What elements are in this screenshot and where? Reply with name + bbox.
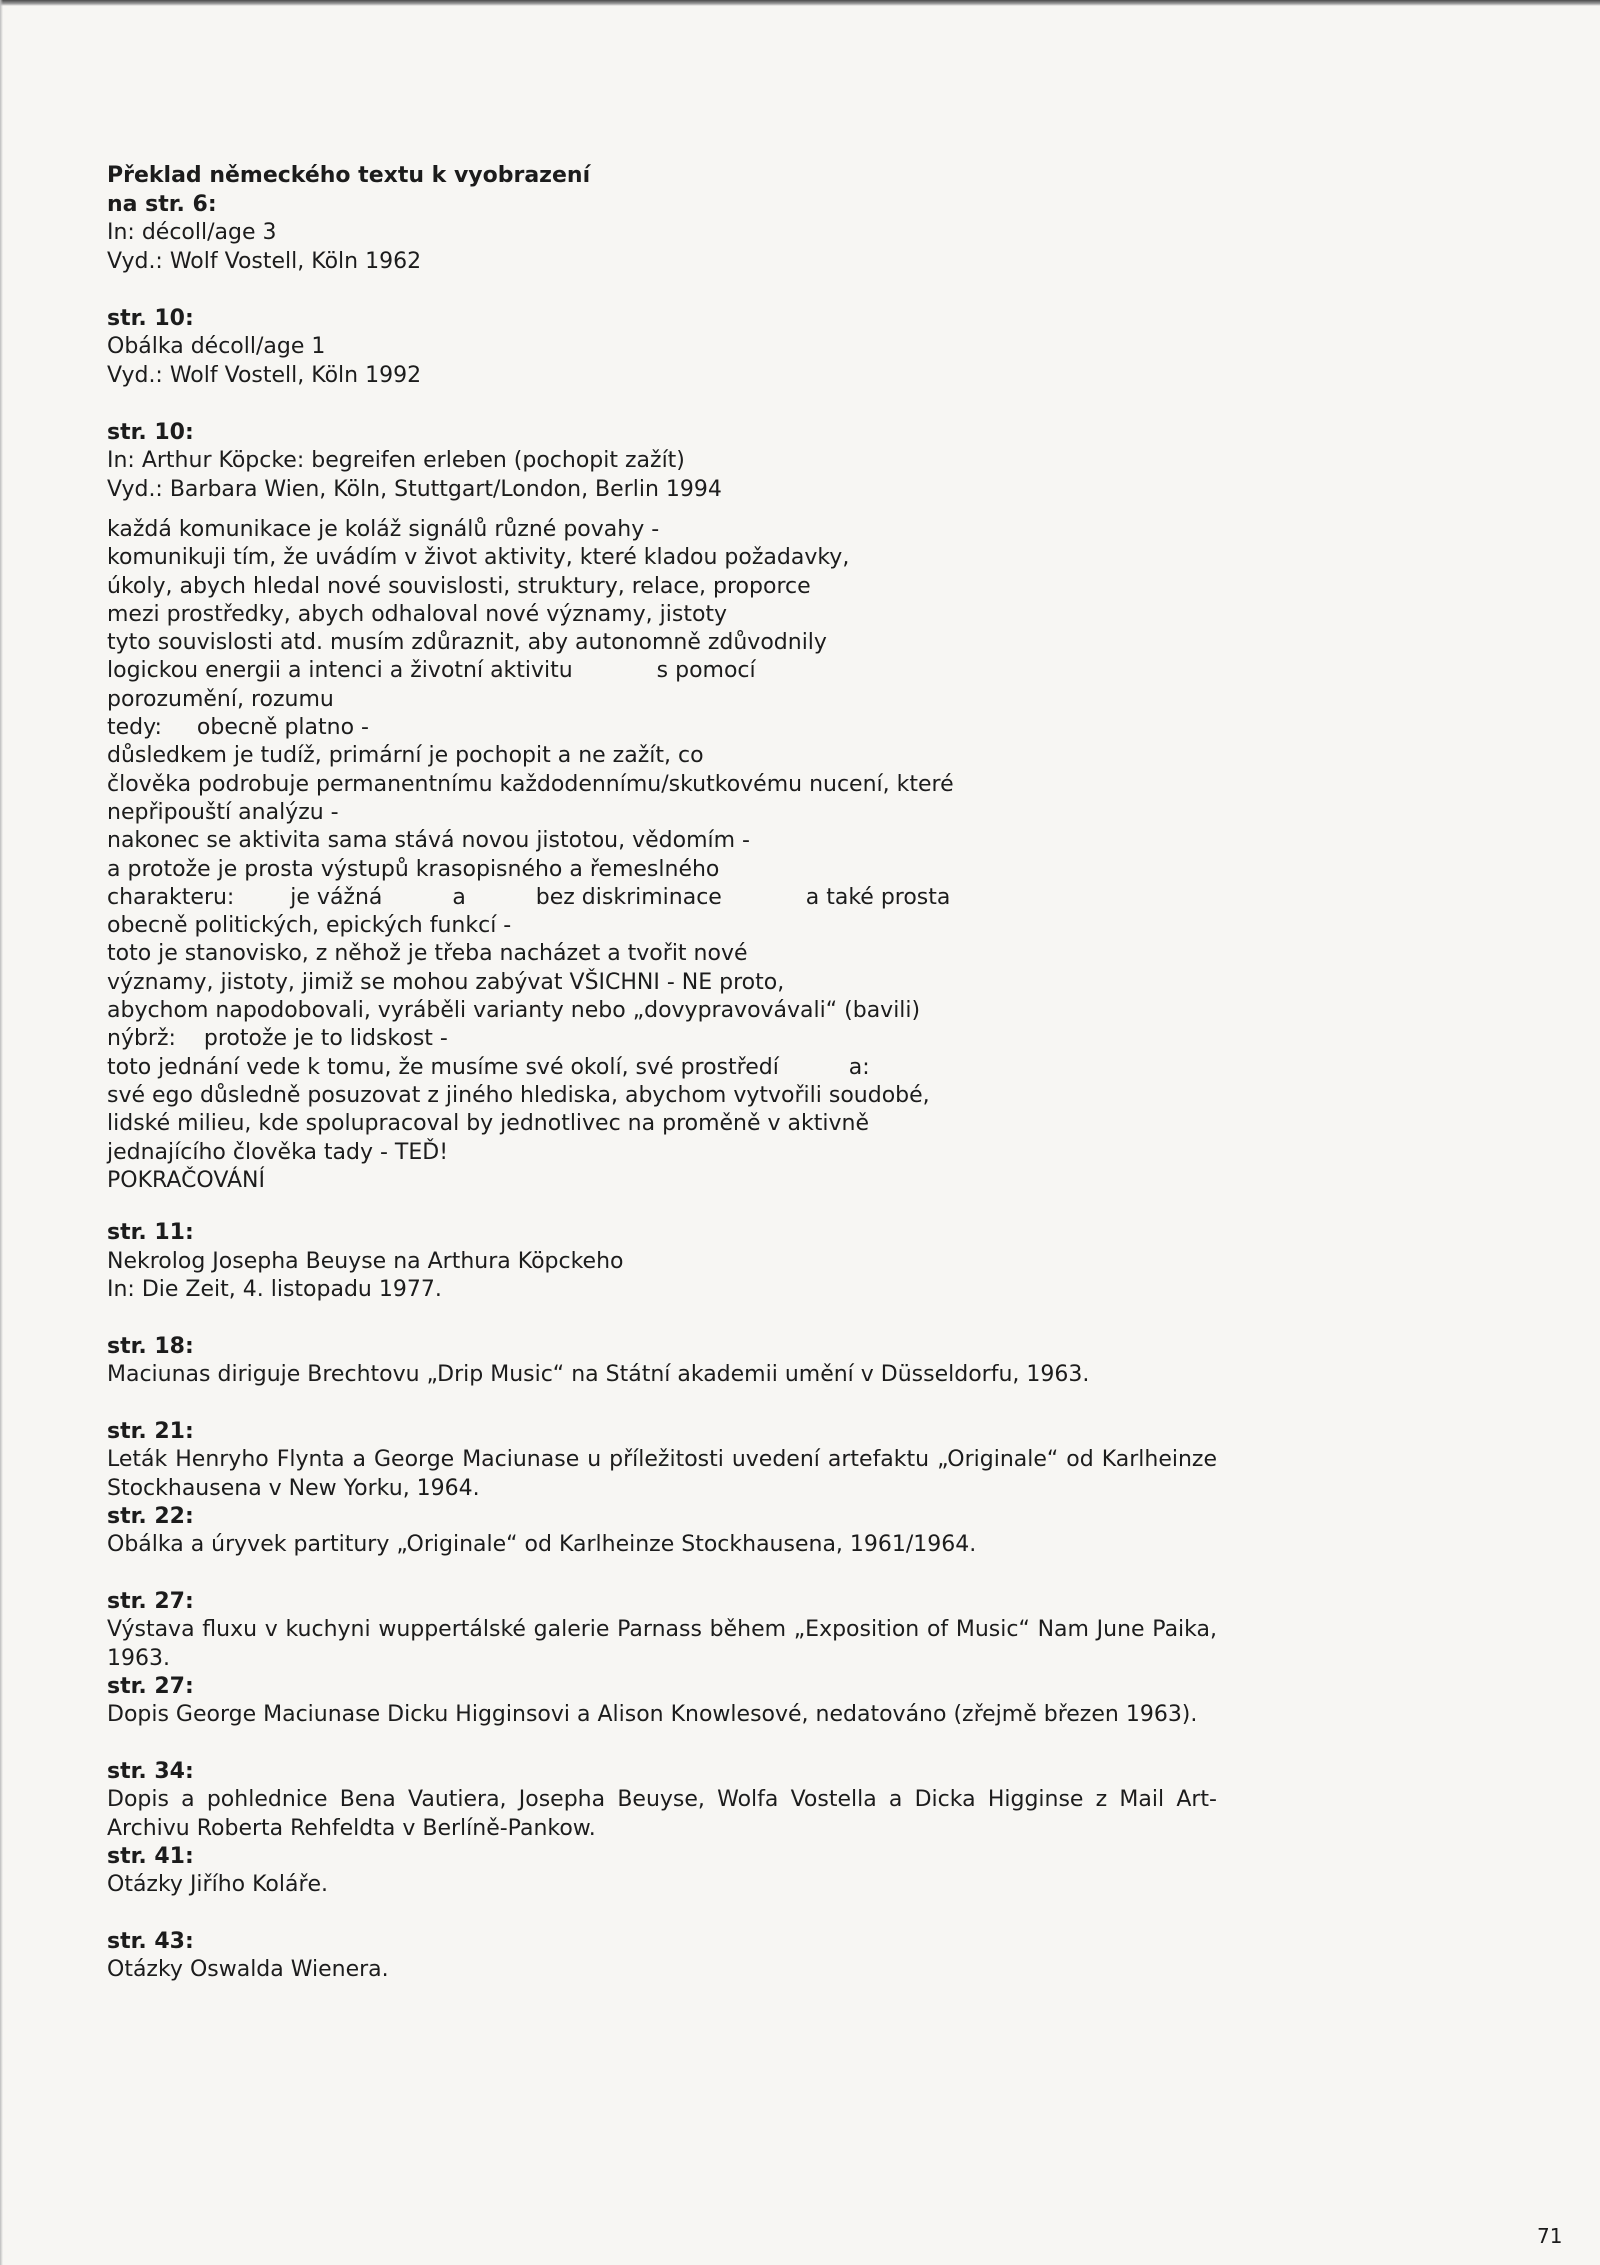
reference-entry (107, 1503, 1217, 1560)
entry-label: str. 21: (107, 1418, 194, 1444)
poem-line: komunikuji tím, že uvádím v život aktivity, které kladou požadavky, (107, 545, 850, 571)
poem-line: jednajícího člověka tady - TEĎ! (107, 1139, 449, 1165)
poem-line: lidské milieu, kde spolupracoval by jednotlivec na proměně v aktivně (107, 1111, 869, 1137)
poem-line: každá komunikace je koláž signálů různé povahy - (107, 517, 660, 542)
poem-line: tyto souvislosti atd. musím zdůraznit, aby autonomně zdůvodnily (107, 630, 827, 656)
reference-entry (107, 1843, 1217, 1900)
poem-line: charakteru: je vážná a bez diskriminace a také prosta (107, 884, 951, 910)
page-top-edge (0, 0, 1600, 6)
intro-ref (107, 191, 1217, 277)
poem-line: logickou energii a intenci a životní aktivitu s pomocí (107, 658, 756, 684)
reference-entry (107, 1758, 1217, 1841)
page-number: 71 (1537, 2224, 1563, 2248)
poem-block (107, 516, 1217, 1195)
reference-entry (107, 1333, 1217, 1390)
entry-text: Obálka a úryvek partitury „Originale“ od Karlheinze Stockhausena, 1961/1964. (107, 1532, 977, 1558)
entry-label: str. 11: (107, 1220, 194, 1246)
ref-line: Vyd.: Barbara Wien, Köln, Stuttgart/London, Berlin 1994 (107, 476, 722, 502)
poem-line: nýbrž: protože je to lidskost - (107, 1026, 448, 1052)
poem-line: toto je stanovisko, z něhož je třeba nacházet a tvořit nové (107, 941, 748, 967)
entry-text: In: Die Zeit, 4. listopadu 1977. (107, 1277, 442, 1303)
entry-label: str. 22: (107, 1503, 194, 1529)
ref-line: Vyd.: Wolf Vostell, Köln 1962 (107, 248, 422, 274)
reference-entry (107, 1928, 1217, 1985)
entry-label: str. 43: (107, 1928, 194, 1954)
ref-line: In: décoll/age 3 (107, 220, 277, 245)
entry-label: str. 34: (107, 1758, 194, 1784)
poem-line: abychom napodobovali, vyráběli varianty nebo „dovypravovávali“ (bavili) (107, 998, 921, 1024)
poem-line: toto jednání vede k tomu, že musíme své okolí, své prostředí a: (107, 1054, 870, 1080)
poem-line: své ego důsledně posuzovat z jiného hlediska, abychom vytvořili soudobé, (107, 1082, 930, 1108)
reference-entry (107, 1219, 1217, 1305)
poem-line: porozumění, rozumu (107, 686, 334, 712)
poem-line: a protože je prosta výstupů krasopisného a řemeslného (107, 856, 720, 882)
reference-entry (107, 1588, 1217, 1671)
poem-line: důsledkem je tudíž, primární je pochopit a ne zažít, co (107, 743, 704, 769)
entry-text: Leták Henryho Flynta a George Maciunase u příležitosti uvedení artefaktu „Originale“ od Karlheinze Stockhausena v New Yorku, 1964. (107, 1447, 1217, 1501)
intro-ref (107, 419, 1217, 505)
entry-label: str. 27: (107, 1588, 194, 1614)
ref-label: na str. 6: (107, 191, 217, 217)
entry-text: Otázky Oswalda Wienera. (107, 1957, 389, 1983)
page-left-edge (0, 0, 3, 2265)
reference-entry (107, 1673, 1217, 1730)
poem-line: tedy: obecně platno - (107, 715, 369, 741)
poem-line: člověka podrobuje permanentnímu každodennímu/skutkovému nucení, které (107, 771, 954, 797)
ref-line: In: Arthur Köpcke: begreifen erleben (pochopit zažít) (107, 448, 685, 473)
poem-line: nakonec se aktivita sama stává novou jistotou, vědomím - (107, 828, 750, 854)
poem-line: nepřipouští analýzu - (107, 799, 339, 825)
entry-text: Maciunas diriguje Brechtovu „Drip Music“ na Státní akademii umění v Düsseldorfu, 1963. (107, 1362, 1090, 1388)
entry-text: Výstava fluxu v kuchyni wuppertálské galerie Parnass během „Exposition of Music“ Nam June Paika, 1963. (107, 1617, 1217, 1671)
poem-line: mezi prostředky, abych odhaloval nové významy, jistoty (107, 601, 728, 627)
entry-text: Dopis a pohlednice Bena Vautiera, Josepha Beuyse, Wolfa Vostella a Dicka Higginse z Mail Art-Archivu Roberta Rehfeldta v Berlíně-Pankow. (107, 1787, 1217, 1841)
entry-label: str. 27: (107, 1673, 194, 1699)
ref-line: Vyd.: Wolf Vostell, Köln 1992 (107, 362, 422, 388)
ref-label: str. 10: (107, 419, 194, 445)
intro-ref (107, 305, 1217, 391)
document-title: Překlad německého textu k vyobrazení (107, 163, 591, 188)
poem-line: POKRAČOVÁNÍ (107, 1167, 265, 1193)
poem-line: obecně politických, epických funkcí - (107, 913, 512, 939)
poem-line: významy, jistoty, jimiž se mohou zabývat VŠICHNI - NE proto, (107, 969, 785, 995)
poem-line: úkoly, abych hledal nové souvislosti, struktury, relace, proporce (107, 573, 811, 599)
entry-text: Otázky Jiřího Kolářе. (107, 1872, 329, 1898)
entry-label: str. 41: (107, 1843, 194, 1869)
reference-list (107, 1219, 1217, 1985)
ref-line: Obálka décoll/age 1 (107, 334, 326, 359)
entry-text: Nekrolog Josepha Beuyse na Arthura Köpckeho (107, 1248, 624, 1274)
entry-label: str. 18: (107, 1333, 194, 1359)
document-body (107, 162, 1217, 2013)
reference-entry (107, 1418, 1217, 1501)
ref-label: str. 10: (107, 305, 194, 331)
entry-text: Dopis George Maciunase Dicku Higginsovi a Alison Knowlesové, nedatováno (zřejmě březen 1963). (107, 1702, 1198, 1728)
